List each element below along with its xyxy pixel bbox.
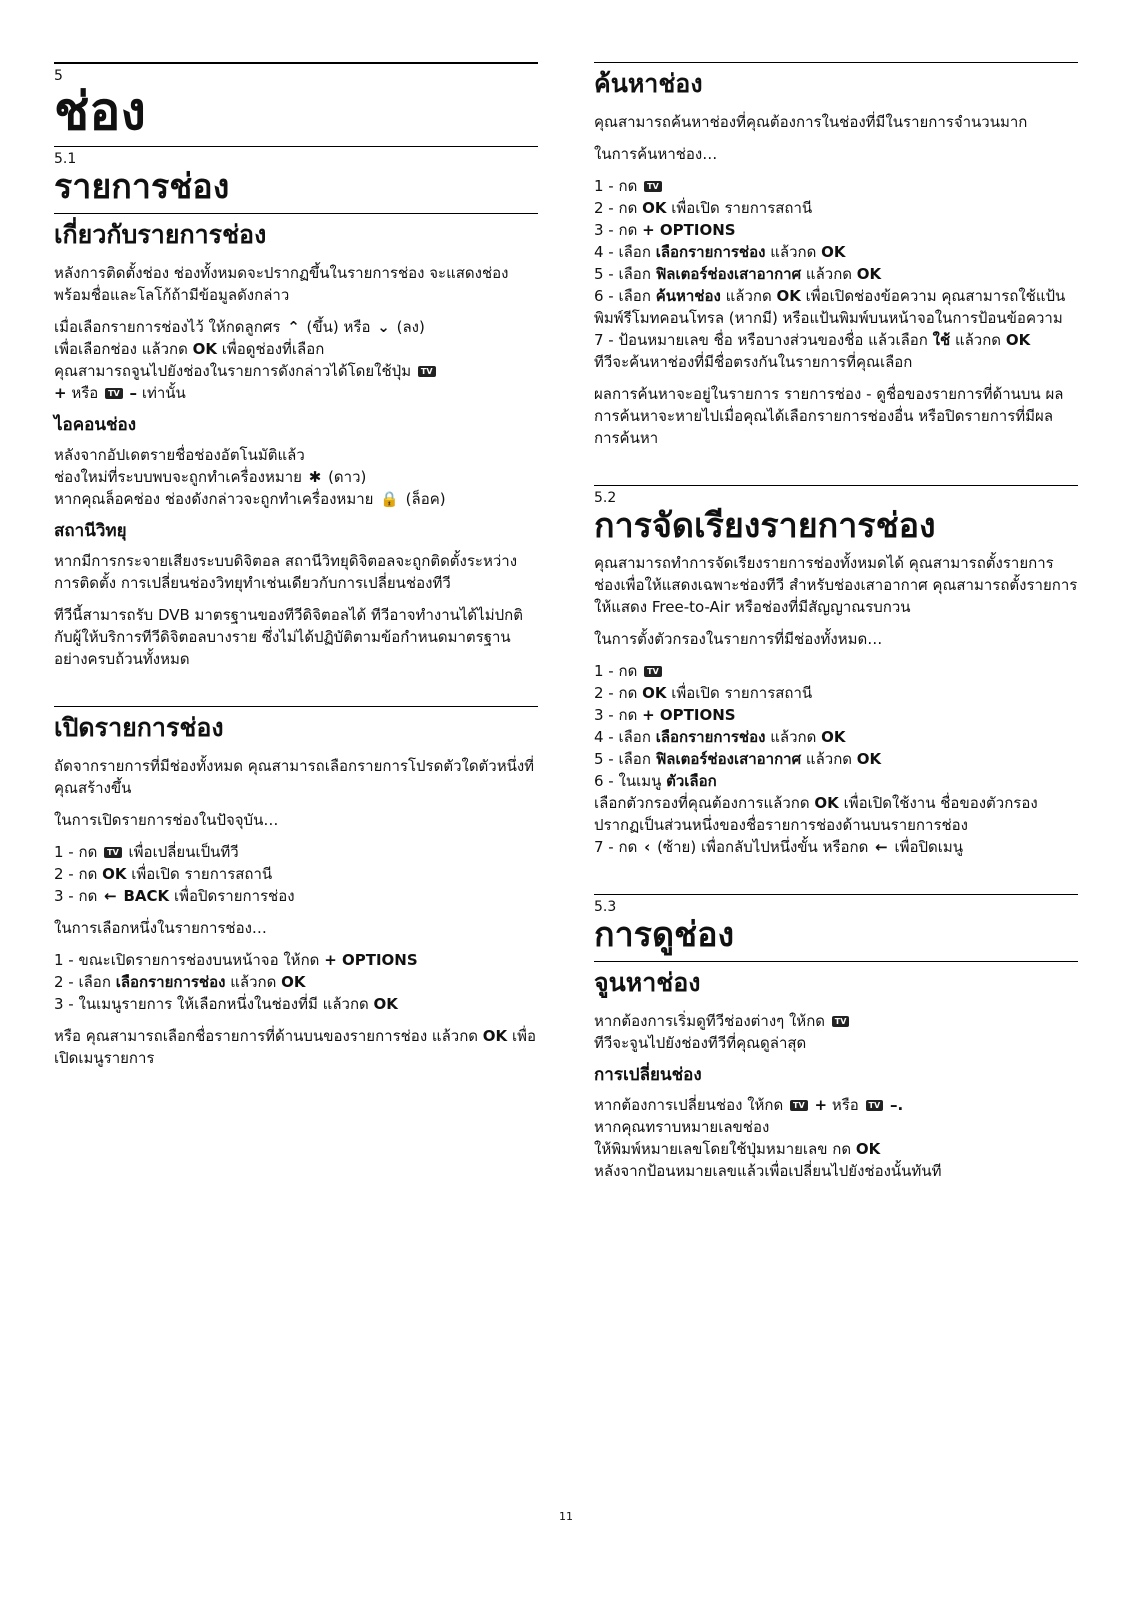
paragraph: ในการเปิดรายการช่องในปัจจุบัน… [54, 811, 279, 829]
section-title: รายการช่อง [54, 167, 230, 207]
paragraph: หากต้องการเริ่มดูทีวีช่องต่างๆ ให้กด TV ทีวีจะจูนไปยังช่องทีวีที่คุณดูล่าสุด [594, 1010, 1078, 1054]
tv-key-icon: TV [105, 388, 123, 399]
list-item: 5 - เลือก ฟิลเตอร์ช่องเสาอากาศ แล้วกด OK [594, 265, 882, 283]
left-column [54, 62, 538, 1079]
list-item: 4 - เลือก เลือกรายการช่อง แล้วกด OK [594, 728, 846, 746]
tv-key-icon: TV [644, 181, 662, 192]
divider [594, 62, 1078, 63]
list-item: 2 - กด OK เพื่อเปิด รายการสถานี [594, 199, 813, 217]
paragraph: หากมีการกระจายเสียงระบบดิจิตอล สถานีวิทยุดิจิตอลจะถูกติดตั้งระหว่างการติดตั้ง การเปลี่ยนช่องวิทยุทำเช่นเดียวกับการเปลี่ยนช่องทีวี [54, 552, 518, 592]
tv-key-icon: TV [790, 1100, 808, 1111]
list-item: 1 - กด TV [594, 175, 1078, 197]
back-arrow-icon: ← [104, 887, 117, 905]
list-item: 3 - ในเมนูรายการ ให้เลือกหนึ่งในช่องที่มี แล้วกด OK [54, 995, 398, 1013]
divider [594, 961, 1078, 962]
paragraph: ในการตั้งตัวกรองในรายการที่มีช่องทั้งหมด… [594, 630, 883, 648]
step-list [54, 949, 538, 1015]
list-item: 2 - กด OK เพื่อเปิด รายการสถานี [594, 684, 813, 702]
tv-key-icon: TV [418, 366, 436, 377]
back-arrow-icon: ← [875, 838, 888, 856]
chapter-title: ช่อง [54, 82, 146, 142]
step-list [54, 841, 538, 907]
paragraph: หรือ คุณสามารถเลือกชื่อรายการที่ด้านบนของรายการช่อง แล้วกด OK เพื่อเปิดเมนูรายการ [54, 1027, 536, 1067]
list-item: 7 - กด ‹ (ซ้าย) เพื่อกลับไปหนึ่งขั้น หรือกด ← เพื่อปิดเมนู [594, 838, 964, 856]
chapter-number: 5 [54, 68, 63, 84]
list-item: 6 - ในเมนู ตัวเลือก เลือกตัวกรองที่คุณต้องการแล้วกด OK เพื่อเปิดใช้งาน ชื่อของตัวกรองปรากฏเป็นส่วนหนึ่งของชื่อรายการช่องด้านบนรายการช่อง [594, 772, 1038, 834]
section-number: 5.1 [54, 151, 77, 167]
divider [54, 146, 538, 147]
section-title: การจัดเรียงรายการช่อง [594, 506, 936, 546]
divider [54, 706, 538, 707]
list-item: 1 - กด TV เพื่อเปลี่ยนเป็นทีวี [54, 843, 239, 861]
list-item: 3 - กด + OPTIONS [594, 706, 736, 724]
section-number: 5.3 [594, 899, 617, 915]
arrow-up-icon: ⌃ [287, 318, 300, 336]
paragraph: หลังการติดตั้งช่อง ช่องทั้งหมดจะปรากฏขึ้นในรายการช่อง จะแสดงช่องพร้อมชื่อและโลโก้ถ้ามีข้อมูลดังกล่าว [54, 264, 509, 304]
paragraph: คุณสามารถทำการจัดเรียงรายการช่องทั้งหมดได้ คุณสามารถตั้งรายการช่องเพื่อให้แสดงเฉพาะช่องทีวี สำหรับช่องเสาอากาศ คุณสามารถตั้งรายการให้แสดง Free-to-Air หรือช่องที่มีสัญญาณรบกวน [594, 554, 1078, 616]
tv-key-icon: TV [644, 666, 662, 677]
divider [594, 894, 1078, 895]
list-item: 6 - เลือก ค้นหาช่อง แล้วกด OK เพื่อเปิดช่องข้อความ คุณสามารถใช้แป้นพิมพ์รีโมทคอนโทรล (หากมี) หรือแป้นพิมพ์บนหน้าจอในการป้อนข้อความ [594, 287, 1066, 327]
subheading: ไอคอนช่อง [54, 415, 137, 435]
topic-title: ค้นหาช่อง [594, 69, 703, 98]
paragraph: คุณสามารถค้นหาช่องที่คุณต้องการในช่องที่มีในรายการจำนวนมาก [594, 113, 1028, 131]
paragraph: ผลการค้นหาจะอยู่ในรายการ รายการช่อง - ดูชื่อของรายการที่ด้านบน ผลการค้นหาจะหายไปเมื่อคุณได้เลือกรายการช่องอื่น หรือปิดรายการที่มีผลการค้นหา [594, 385, 1064, 447]
subheading: สถานีวิทยุ [54, 521, 127, 541]
step-list [594, 660, 1078, 858]
page-number: 11 [559, 1510, 573, 1523]
star-icon: ✱ [308, 468, 322, 486]
topic-title: จูนหาช่อง [594, 968, 701, 997]
right-column [594, 62, 1078, 1192]
divider [54, 213, 538, 214]
section-number: 5.2 [594, 490, 617, 506]
tv-key-icon: TV [104, 847, 122, 858]
divider [594, 485, 1078, 486]
list-item: 1 - กด TV [594, 660, 1078, 682]
topic-title: เกี่ยวกับรายการช่อง [54, 220, 267, 249]
list-item: 2 - กด OK เพื่อเปิด รายการสถานี [54, 865, 273, 883]
subheading: การเปลี่ยนช่อง [594, 1065, 702, 1085]
paragraph: หลังจากอัปเดตรายชื่อช่องอัตโนมัติแล้ว ช่องใหม่ที่ระบบพบจะถูกทำเครื่องหมาย ✱ (ดาว) หากคุณล็อคช่อง ช่องดังกล่าวจะถูกทำเครื่องหมาย 🔒 (ล็อค) [54, 446, 446, 508]
list-item: 2 - เลือก เลือกรายการช่อง แล้วกด OK [54, 973, 306, 991]
tv-key-icon: TV [832, 1016, 850, 1027]
paragraph: เมื่อเลือกรายการช่องไว้ ให้กดลูกศร ⌃ (ขึ้น) หรือ ⌄ (ลง) เพื่อเลือกช่อง แล้วกด OK เพื่อดูช่องที่เลือก คุณสามารถจูนไปยังช่องในรายการดังกล่าวได้โดยใช้ปุ่ม TV + หรือ TV – เท่านั้น [54, 316, 538, 404]
list-item: 7 - ป้อนหมายเลข ชื่อ หรือบางส่วนของชื่อ แล้วเลือก ใช้ แล้วกด OK ทีวีจะค้นหาช่องที่มีชื่อตรงกันในรายการที่คุณเลือก [594, 331, 1031, 371]
paragraph: ทีวีนี้สามารถรับ DVB มาตรฐานของทีวีดิจิตอลได้ ทีวีอาจทำงานได้ไม่ปกติกับผู้ให้บริการทีวีดิจิตอลบางราย ซึ่งไม่ได้ปฏิบัติตามข้อกำหนดมาตรฐานอย่างครบถ้วนทั้งหมด [54, 606, 523, 668]
lock-icon: 🔒 [380, 490, 399, 508]
arrow-down-icon: ⌄ [377, 318, 390, 336]
chevron-left-icon: ‹ [644, 838, 651, 856]
divider [54, 62, 538, 64]
list-item: 1 - ขณะเปิดรายการช่องบนหน้าจอ ให้กด + OPTIONS [54, 951, 418, 969]
paragraph: ในการค้นหาช่อง… [594, 145, 718, 163]
tv-key-icon: TV [866, 1100, 884, 1111]
paragraph: หากต้องการเปลี่ยนช่อง ให้กด TV + หรือ TV –. หากคุณทราบหมายเลขช่อง ให้พิมพ์หมายเลขโดยใช้ปุ่มหมายเลข กด OK หลังจากป้อนหมายเลขแล้วเพื่อเปลี่ยนไปยังช่องนั้นทันที [594, 1096, 942, 1180]
paragraph: ในการเลือกหนึ่งในรายการช่อง… [54, 919, 267, 937]
list-item: 5 - เลือก ฟิลเตอร์ช่องเสาอากาศ แล้วกด OK [594, 750, 882, 768]
list-item: 3 - กด + OPTIONS [594, 221, 736, 239]
topic-title: เปิดรายการช่อง [54, 713, 224, 742]
list-item: 4 - เลือก เลือกรายการช่อง แล้วกด OK [594, 243, 846, 261]
list-item: 3 - กด ← BACK เพื่อปิดรายการช่อง [54, 887, 295, 905]
section-title: การดูช่อง [594, 915, 735, 955]
paragraph: ถัดจากรายการที่มีช่องทั้งหมด คุณสามารถเลือกรายการโปรดตัวใดตัวหนึ่งที่คุณสร้างขึ้น [54, 757, 535, 797]
step-list [594, 175, 1078, 373]
